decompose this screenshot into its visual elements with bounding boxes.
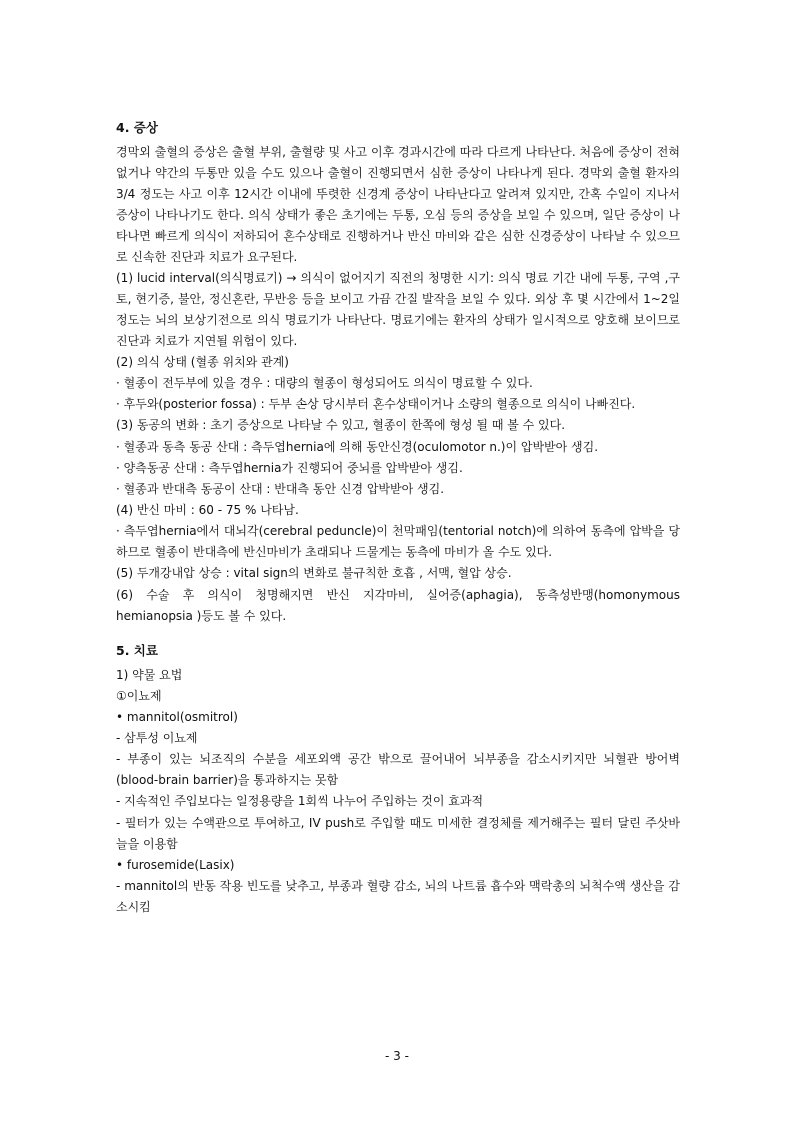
symptom-item-2: (2) 의식 상태 (혈종 위치와 관계) (116, 355, 289, 369)
symptom-item-4a: · 측두엽hernia에서 대뇌각(cerebral peduncle)이 천막패임(tentorial notch)에 의하여 동측에 압박을 당하므로 혈종이 반대측에 반신마비가 초래되나 드물게는 동측에 마비가 올 수도 있다. (116, 524, 680, 560)
symptom-item-6: (6) 수술 후 의식이 청명해지면 반신 지각마비, 실어증(aphagia), 동측성반맹(homonymous hemianopsia )등도 볼 수 있다. (116, 587, 680, 623)
mannitol-line-4: - 필터가 있는 수액관으로 투여하고, IV push로 주입할 때도 미세한 결정체를 제거해주는 필터 달린 주삿바늘을 이용함 (116, 815, 680, 851)
symptom-item-3c: · 혈종과 반대측 동공이 산대 : 반대측 동안 신경 압박받아 생김. (116, 482, 445, 497)
treatment-sub-1: 1) 약물 요법 (116, 667, 183, 682)
section-spacer (116, 627, 680, 641)
drug-mannitol: • mannitol(osmitrol) (116, 710, 238, 725)
symptom-item-3a: · 혈종과 동측 동공 산대 : 측두엽hernia에 의해 동안신경(oculomotor n.)이 압박받아 생김. (116, 439, 599, 454)
symptom-item-5: (5) 두개강내압 상승 : vital sign의 변화로 불규칙한 호흡 , 서맥, 혈압 상승. (116, 566, 512, 581)
symptom-item-2a: · 혈종이 전두부에 있을 경우 : 대량의 혈종이 형성되어도 의식이 명료할 수 있다. (116, 376, 533, 391)
mannitol-line-2: - 부종이 있는 뇌조직의 수분을 세포외액 공간 밖으로 끌어내어 뇌부종을 감소시키지만 뇌혈관 방어벽(blood-brain barrier)을 통과하지는 못함 (116, 752, 680, 788)
symptom-item-1: (1) lucid interval(의식명료기) → 의식이 없어지기 직전의 청명한 시기: 의식 명료 기간 내에 두통, 구역 ,구토, 현기증, 불안, 정신혼란, 무반응 등을 보이고 가끔 간질 발작을 보일 수 있다. 외상 후 몇 시간에서 1~2일 정도는 뇌의 보상기전으로 의식 명료기가 나타난다. 명료기에는 환자의 상태가 일시적으로 양호해 보이므로 진단과 치료가 지연될 위험이 있다. (116, 271, 680, 348)
furosemide-line-1: - mannitol의 반동 작용 빈도를 낮추고, 부종과 혈량 감소, 뇌의 나트륨 흡수와 맥락총의 뇌척수액 생산을 감소시킴 (116, 878, 680, 914)
mannitol-line-1: - 삼투성 이뇨제 (116, 731, 198, 746)
section-4-heading: 4. 증상 (116, 120, 158, 135)
document-page (116, 118, 680, 918)
symptom-item-4: (4) 반신 마비 : 60 - 75 % 나타남. (116, 503, 299, 518)
symptom-item-3: (3) 동공의 변화 : 초기 증상으로 나타날 수 있고, 혈종이 한쪽에 형성 될 때 볼 수 있다. (116, 418, 566, 433)
section-5-heading: 5. 치료 (116, 642, 158, 658)
symptom-item-2b: · 후두와(posterior fossa) : 두부 손상 당시부터 혼수상태이거나 소량의 혈종으로 의식이 나빠진다. (116, 397, 636, 412)
symptom-item-3b: · 양측동공 산대 : 측두엽hernia가 진행되어 중뇌를 압박받아 생김. (116, 460, 463, 475)
drug-furosemide: • furosemide(Lasix) (116, 857, 235, 872)
treatment-sub-1a: ①이뇨제 (116, 688, 162, 703)
mannitol-line-3: - 지속적인 주입보다는 일정용량을 1회씩 나누어 주입하는 것이 효과적 (116, 794, 484, 809)
section-4-intro: 경막외 출혈의 증상은 출혈 부위, 출혈량 및 사고 이후 경과시간에 따라 다르게 나타난다. 처음에 증상이 전혀 없거나 약간의 두통만 있을 수도 있으나 출혈이 진행되면서 심한 증상이 나타나게 된다. 경막외 출혈 환자의 3/4 정도는 사고 이후 12시간 이내에 뚜렷한 신경계 증상이 나타난다고 알려져 있지만, 간혹 수일이 지나서 증상이 나타나기도 한다. 의식 상태가 좋은 초기에는 두통, 오심 등의 증상을 보일 수 있으며, 일단 증상이 나타나면 빠르게 의식이 저하되어 혼수상태로 진행하거나 반신 마비와 같은 심한 신경증상이 나타날 수 있으므로 신속한 진단과 치료가 요구된다. (116, 145, 680, 264)
page-number: - 3 - (385, 1049, 409, 1063)
